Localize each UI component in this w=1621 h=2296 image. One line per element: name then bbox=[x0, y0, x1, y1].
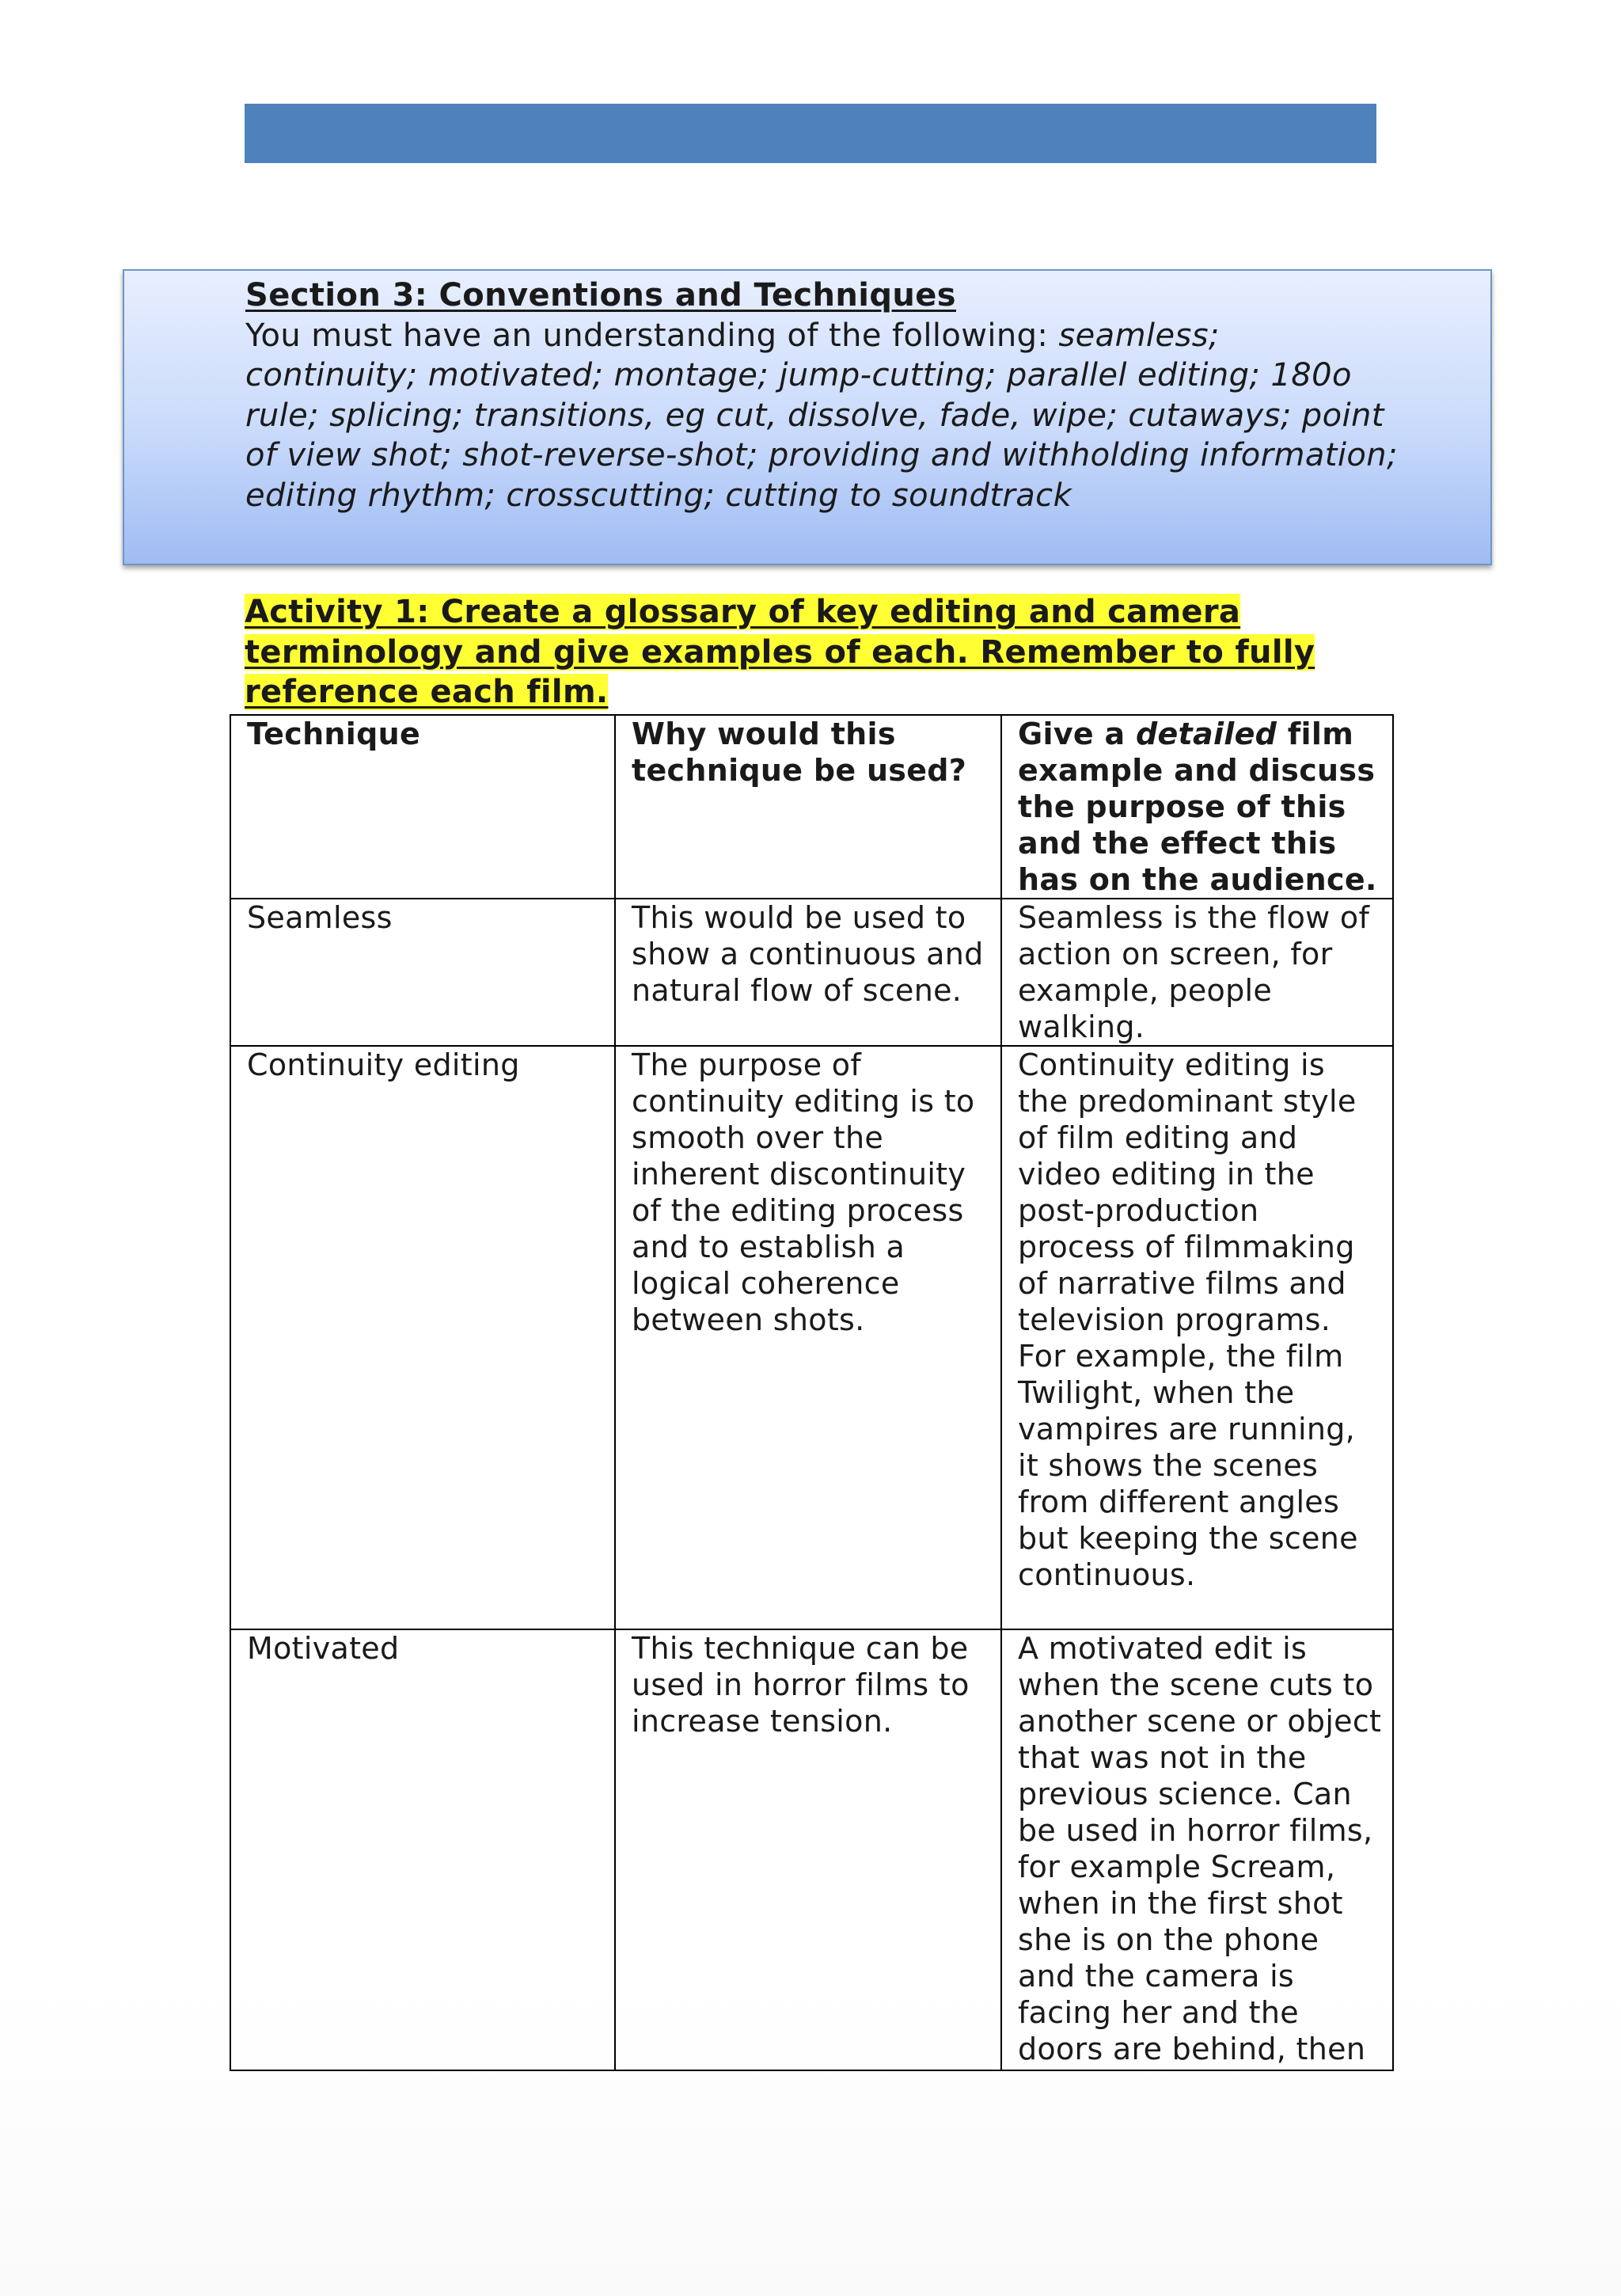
technique-cell: Motivated bbox=[230, 1629, 615, 2070]
activity-text: Activity 1: Create a glossary of key editing and camera terminology and give examples of each. Remember to fully reference each film. bbox=[245, 594, 1315, 710]
section-body bbox=[245, 316, 1401, 516]
section-title: Section 3: Conventions and Techniques bbox=[245, 277, 956, 314]
technique-cell: Seamless bbox=[230, 899, 615, 1046]
table-row bbox=[230, 1046, 1393, 1629]
why-cell: The purpose of continuity editing is to smooth over the inherent discontinuity of the editing process and to establish a logical coherence between shots. bbox=[615, 1046, 1001, 1629]
table-header-row bbox=[230, 715, 1393, 899]
why-cell: This technique can be used in horror films to increase tension. bbox=[615, 1629, 1001, 2070]
example-cell: Seamless is the flow of action on screen, for example, people walking. bbox=[1001, 899, 1393, 1046]
glossary-table bbox=[230, 714, 1394, 2071]
section-terms: seamless; continuity; motivated; montage; jump-cutting; parallel editing; 180o rule; splicing; transitions, eg cut, dissolve, fade, wipe; cutaways; point of view shot; shot-reverse-shot; providing and withholding information; editing rhythm; crosscutting; cutting to soundtrack bbox=[245, 317, 1398, 514]
why-cell: This would be used to show a continuous and natural flow of scene. bbox=[615, 899, 1001, 1046]
header-bar bbox=[245, 104, 1376, 163]
table-row bbox=[230, 1629, 1393, 2070]
header-example-emphasis: detailed bbox=[1135, 717, 1277, 751]
activity-instruction bbox=[245, 592, 1384, 713]
section-info-box bbox=[123, 269, 1492, 565]
section-intro: You must have an understanding of the following: bbox=[245, 317, 1059, 354]
section-text bbox=[245, 276, 1401, 515]
table-row bbox=[230, 899, 1393, 1046]
technique-cell: Continuity editing bbox=[230, 1046, 615, 1629]
header-example bbox=[1001, 715, 1393, 899]
example-cell: A motivated edit is when the scene cuts to another scene or object that was not in the previous science. Can be used in horror films, for example Scream, when in the first shot she is on the phone and the camera is facing her and the doors are behind, then bbox=[1001, 1629, 1393, 2070]
header-technique: Technique bbox=[230, 715, 615, 899]
header-example-post: film example and discuss the purpose of this and the effect this has on the audience. bbox=[1018, 717, 1377, 897]
header-why: Why would this technique be used? bbox=[615, 715, 1001, 899]
header-example-pre: Give a bbox=[1018, 717, 1136, 751]
example-cell: Continuity editing is the predominant style of film editing and video editing in the post-production process of filmmaking of narrative films and television programs. For example, the film Twilight, when the vampires are running, it shows the scenes from different angles but keeping the scene continuous. bbox=[1001, 1046, 1393, 1629]
